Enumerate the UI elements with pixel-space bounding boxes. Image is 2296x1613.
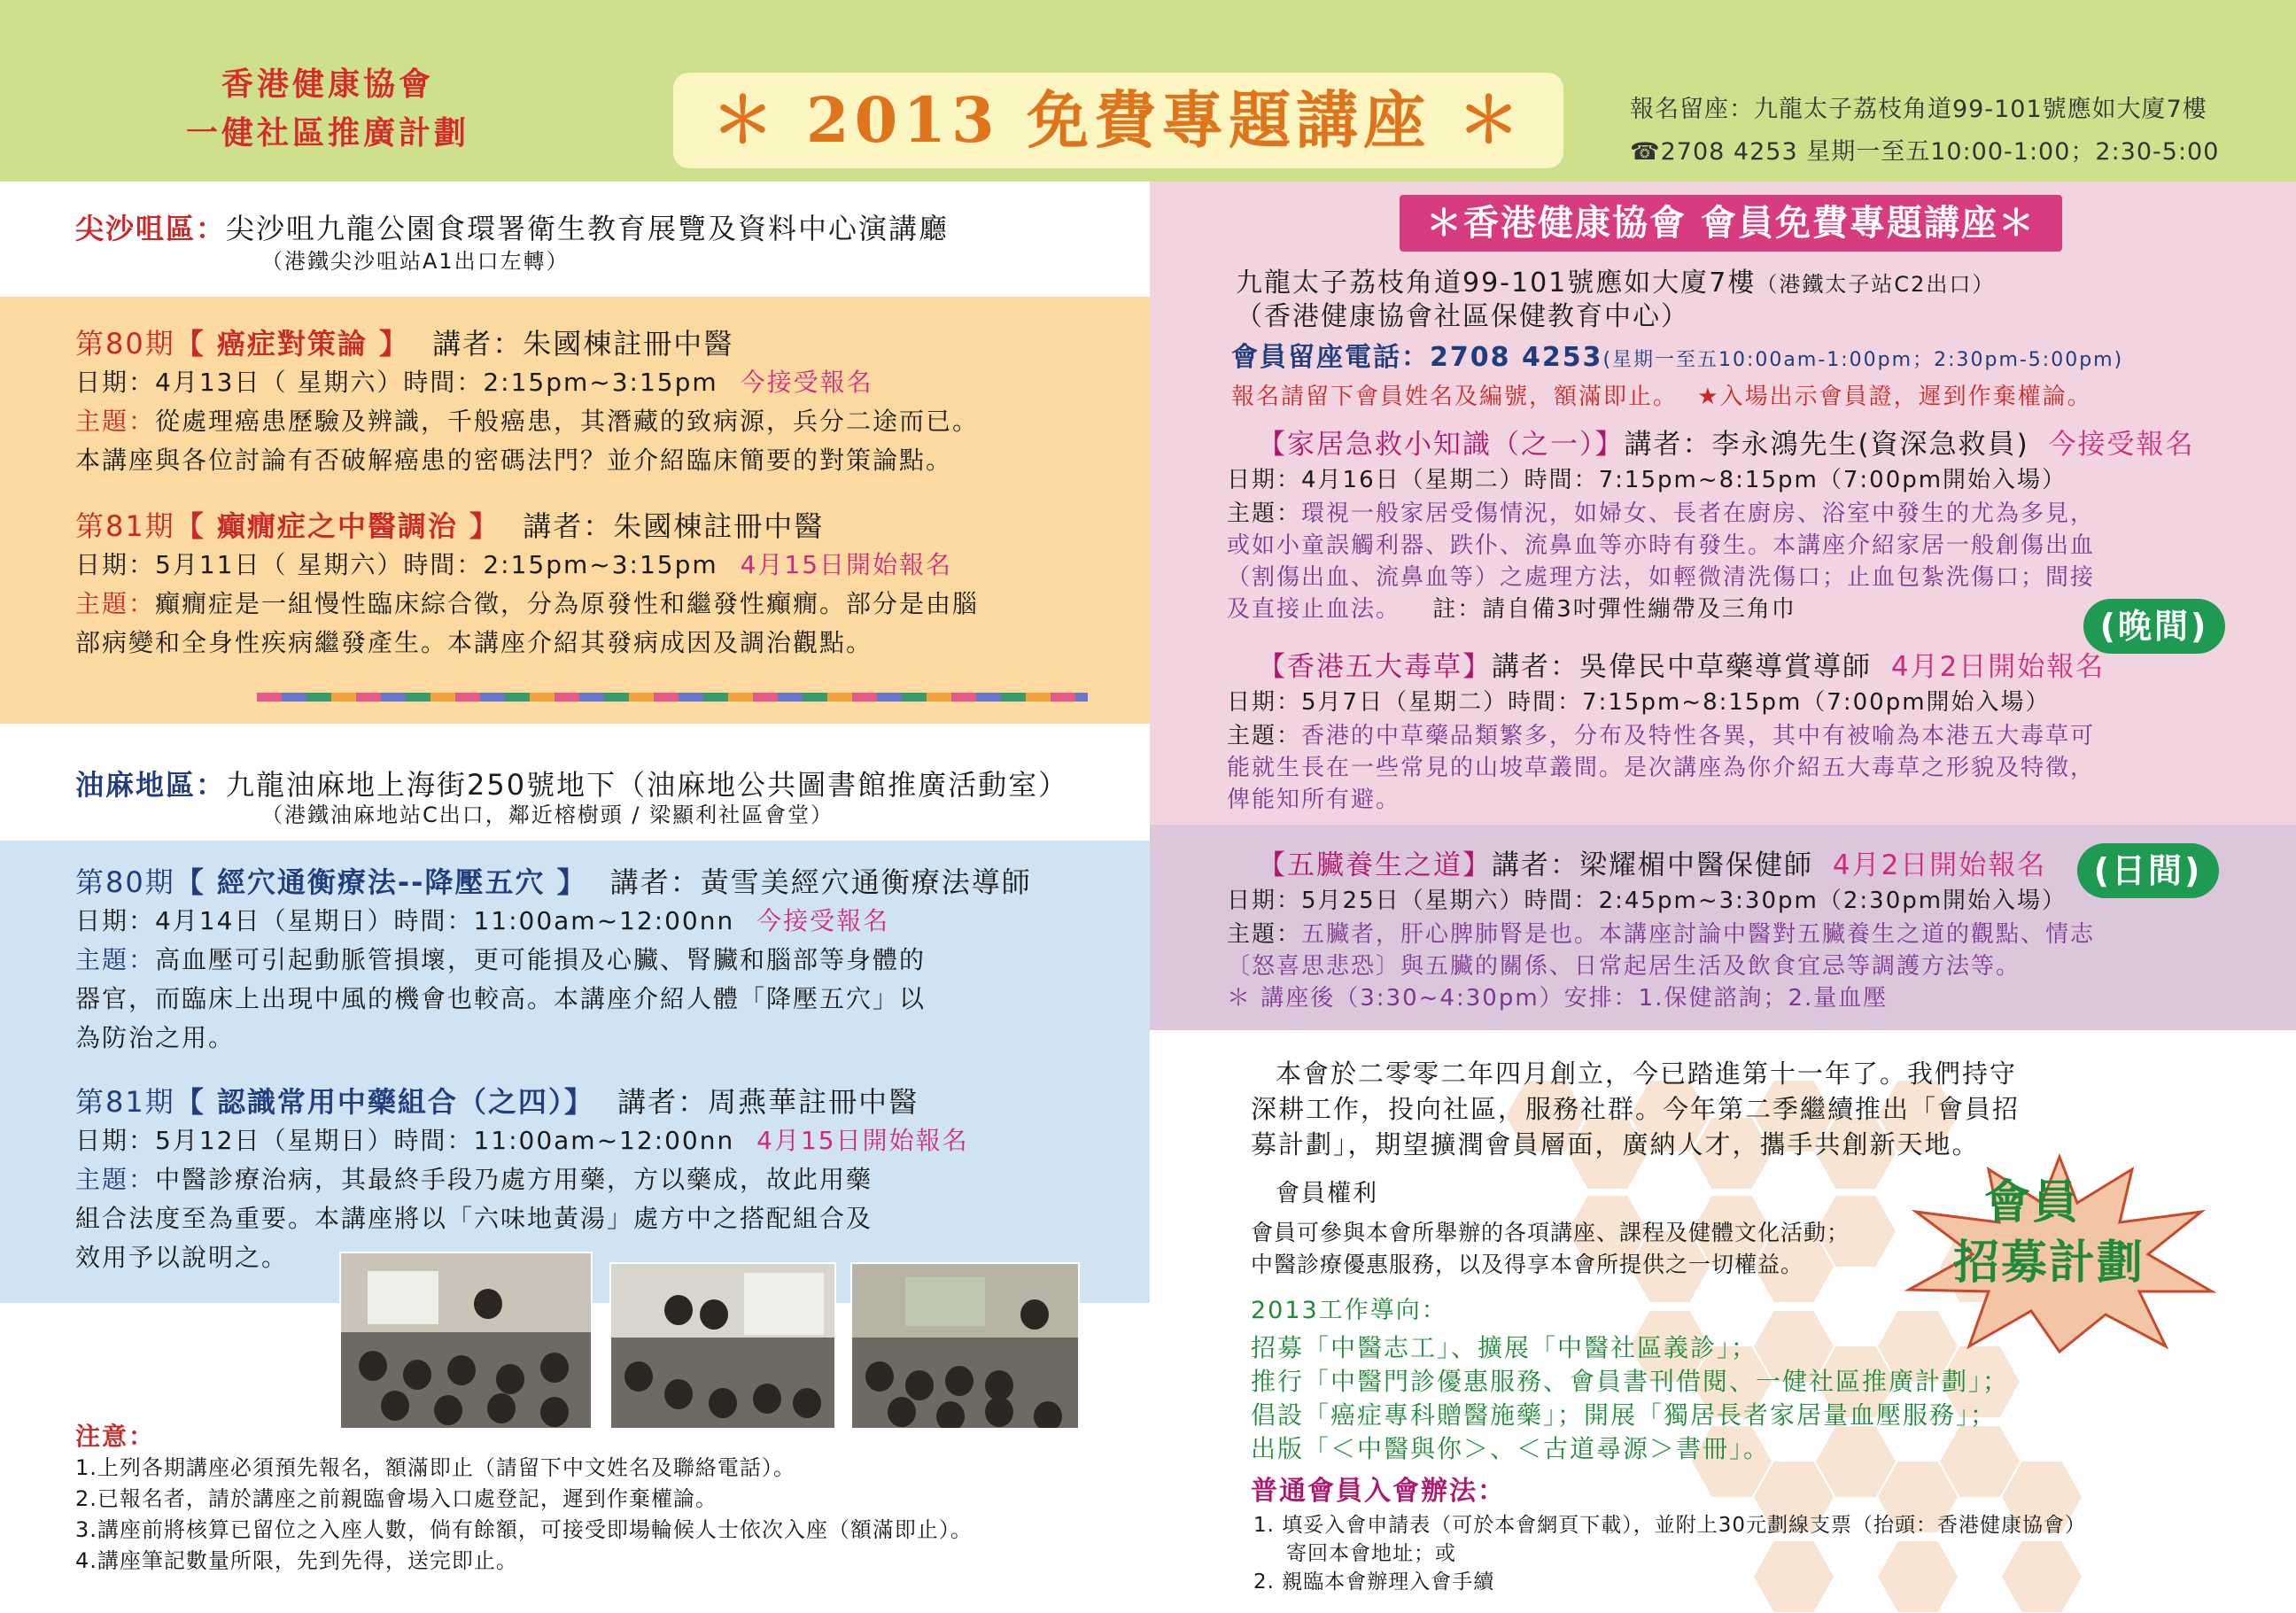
rights-line-2: 中醫診療優惠服務，以及得享本會所提供之一切權益。 (1251, 1252, 1804, 1277)
topic-text: 中醫診療治病，其最終手段乃處方用藥，方以藥成，故此用藥 (155, 1165, 873, 1194)
member-address: 九龍太子荔枝角道99-101號應如大廈7樓 (1236, 268, 1757, 299)
yau-transport: （港鐵油麻地站C出口，鄰近榕樹頭 / 梁顯利社區會堂） (261, 803, 834, 827)
join-step-1: 1. 填妥入會申請表（可於本會網頁下載），並附上30元劃線支票（抬頭：香港健康協會） (1253, 1514, 2087, 1537)
registration-info (1630, 89, 2285, 174)
member-notice-b: ★入場出示會員證，遲到作棄權論。 (1697, 384, 2092, 410)
direction-item: 出版「＜中醫與你＞、＜古道尋源＞書冊」。 (1251, 1434, 1771, 1463)
member-lecture-1-topic-1 (1227, 496, 2095, 531)
member-lecture-3-topic-2: 〔怒喜思悲恐〕與五臟的關係、日常起居生活及飲食宜忌等調護方法等。 (1227, 953, 2021, 980)
member-phone-line (1231, 340, 2123, 378)
topic-label: 主題： (75, 1165, 156, 1194)
member-lecture-1-topic-4 (1227, 592, 1796, 627)
lecture-date: 日期：5月11日（ 星期六）時間：2:15pm~3:15pm (75, 550, 718, 579)
yau-lecture-81-topic-2: 組合法度至為重要。本講座將以「六味地黃湯」處方中之搭配組合及 (75, 1204, 873, 1233)
join-step-2: 2. 親臨本會辦理入會手續 (1253, 1570, 1495, 1594)
tsim-venue-line (75, 211, 949, 246)
lecture-title: 【家居急救小知識（之一）】 (1258, 429, 1625, 461)
member-lecture-1-header (1258, 427, 2195, 462)
lecture-period: 第80期 (75, 327, 175, 361)
note-item: 3.講座前將核算已留位之入座人數，倘有餘額，可接受即場輪候人士依次入座（額滿即止）。 (75, 1517, 973, 1542)
lecture-title: 【 認識常用中藥組合（之四）】 (175, 1085, 594, 1119)
lecture-status: 4月15日開始報名 (756, 1126, 969, 1155)
tsim-venue: 尖沙咀九龍公園食環署衛生教育展覽及資料中心演講廳 (226, 212, 950, 245)
yau-lecture-81-date-line (75, 1123, 969, 1159)
tsim-lecture-81-topic-1 (75, 586, 979, 622)
direction-item: 招募「中醫志工」、擴展「中醫社區義診」； (1251, 1333, 1758, 1362)
lecture-status: 4月15日開始報名 (740, 550, 953, 579)
note-item: 2.已報名者，請於講座之前親臨會場入口處登記，遲到作棄權論。 (75, 1486, 718, 1511)
lecture-speaker: 講者：李永鴻先生(資深急救員) (1624, 429, 2029, 461)
topic-label: 主題： (75, 589, 156, 618)
lecture-title: 【五臟養生之道】 (1258, 849, 1492, 881)
member-center: （香港健康協會社區保健教育中心） (1236, 301, 1689, 332)
member-phone: 會員留座電話：2708 4253 (1231, 342, 1603, 373)
lecture-status: 4月2日開始報名 (1832, 849, 2047, 881)
topic-text: 及直接止血法。 (1227, 596, 1401, 623)
topic-text: 環視一般家居受傷情況，如婦女、長者在廚房、浴室中發生的尤為多見， (1301, 500, 2096, 527)
tsim-district-label: 尖沙咀區： (75, 212, 227, 245)
member-lecture-2-topic-2: 能就生長在一些常見的山坡草叢間。是次講座為你介紹五大毒草之形貌及特徵， (1227, 755, 2096, 781)
lecture-period: 第81期 (75, 1085, 175, 1119)
lecture-title: 【 癲癇症之中醫調治 】 (175, 509, 500, 543)
note-item: 4.講座筆記數量所限，先到先得，送完即止。 (75, 1548, 518, 1573)
yau-lecture-80-topic-1 (75, 942, 926, 978)
member-notice-a: 報名請留下會員姓名及編號，額滿即止。 (1231, 384, 1679, 410)
yau-lecture-81-header (75, 1084, 919, 1120)
decorative-stripe (257, 693, 1088, 702)
evening-badge: (晚間) (2083, 599, 2225, 654)
join-step-1b: 寄回本會地址；或 (1286, 1542, 1456, 1565)
join-heading: 普通會員入會辦法： (1251, 1476, 1506, 1507)
lecture-photo (850, 1262, 1080, 1430)
lecture-date: 日期：5月12日（星期日）時間：11:00am~12:00nn (75, 1126, 735, 1155)
yau-lecture-81-topic-1 (75, 1162, 873, 1198)
lecture-status: 今接受報名 (740, 368, 873, 397)
topic-label: 主題： (75, 945, 156, 974)
organization-name (142, 60, 514, 158)
lecture-speaker: 講者：朱國棟註冊中醫 (523, 509, 825, 543)
member-lecture-2-topic-3: 俾能知所有避。 (1227, 787, 1401, 813)
topic-text: 高血壓可引起動脈管損壞，更可能損及心臟、腎臟和腦部等身體的 (155, 945, 927, 974)
org-line-1: 香港健康協會 (221, 66, 434, 103)
lecture-title: 【 經穴通衡療法--降壓五穴 】 (175, 865, 587, 899)
member-lecture-3-topic-1 (1227, 917, 2095, 952)
tsim-lecture-80-topic-2: 本講座與各位討論有否破解癌患的密碼法門？並介紹臨床簡要的對策論點。 (75, 446, 953, 475)
member-lecture-2-header (1258, 649, 2105, 685)
tsim-lecture-81-header (75, 508, 824, 544)
topic-note: 註：請自備3吋彈性繃帶及三角巾 (1432, 596, 1796, 623)
registration-address: 報名留座：九龍太子荔枝角道99-101號應如大廈7樓 (1630, 96, 2207, 123)
topic-label: 主題： (75, 407, 156, 436)
notes-heading: 注意： (75, 1422, 156, 1451)
topic-label: 主題： (1227, 723, 1302, 749)
topic-text: 香港的中草藥品類繁多，分布及特性各異，其中有被喻為本港五大毒草可 (1301, 723, 2096, 749)
lecture-title: 【 癌症對策論 】 (175, 327, 410, 361)
topic-label: 主題： (1227, 500, 1302, 527)
topic-text: 從處理癌患歷驗及辨識，千般癌患，其潛藏的致病源，兵分二途而已。 (155, 407, 980, 436)
starburst-line-1: 會員 (1984, 1176, 2081, 1229)
lecture-speaker: 講者：黃雪美經穴通衡療法導師 (609, 865, 1032, 899)
tsim-lecture-81-date-line (75, 547, 952, 583)
lecture-status: 今接受報名 (756, 906, 890, 935)
member-lecture-3-header (1258, 848, 2046, 883)
member-lectures-title: ＊香港健康協會 會員免費專題講座＊ (1400, 195, 2062, 252)
recruit-intro-2: 深耕工作，投向社區，服務社群。今年第二季繼續推出「會員招 (1251, 1094, 2021, 1124)
recruit-intro-3: 募計劃」，期望擴潤會員層面，廣納人才，攜手共創新天地。 (1251, 1129, 1980, 1159)
lecture-title: 【香港五大毒草】 (1258, 651, 1492, 683)
page-title: ＊ 2013 免費專題講座 ＊ (673, 73, 1563, 168)
member-address-note: （港鐵太子站C2出口） (1756, 272, 1996, 297)
lecture-speaker: 講者：朱國棟註冊中醫 (432, 327, 734, 361)
topic-label: 主題： (1227, 921, 1302, 948)
member-lecture-2-topic-1 (1227, 718, 2095, 754)
lecture-date: 日期：4月14日（星期日）時間：11:00am~12:00nn (75, 906, 735, 935)
member-lecture-1-topic-2: 或如小童誤觸利器、跌仆、流鼻血等亦時有發生。本講座介紹家居一般創傷出血 (1227, 532, 2096, 559)
tsim-lecture-80-date-line (75, 365, 873, 400)
lecture-status: 今接受報名 (2048, 429, 2195, 461)
member-address-line (1236, 266, 1995, 302)
lecture-period: 第81期 (75, 509, 175, 543)
day-badge: (日間) (2077, 843, 2219, 898)
member-recruit-starburst (1900, 1150, 2219, 1353)
directions-heading: 2013工作導向： (1251, 1297, 1447, 1324)
registration-phone: ☎2708 4253 星期一至五10:00-1:00；2:30-5:00 (1630, 138, 2220, 166)
yau-lecture-80-topic-3: 為防治之用。 (75, 1023, 236, 1052)
tsim-lecture-80-header (75, 326, 733, 361)
direction-item: 推行「中醫門診優惠服務、會員書刊借閱、一健社區推廣計劃」； (1251, 1367, 2010, 1396)
yau-lecture-81-topic-3: 效用予以說明之。 (75, 1243, 289, 1272)
tsim-lecture-81-topic-2: 部病變和全身性疾病繼發產生。本講座介紹其發病成因及調治觀點。 (75, 628, 873, 657)
tsim-lecture-80-topic-1 (75, 404, 979, 439)
yau-lecture-80-date-line (75, 903, 889, 939)
lecture-speaker: 講者：周燕華註冊中醫 (617, 1085, 919, 1119)
member-lecture-1-topic-3: （割傷出血、流鼻血等）之處理方法，如輕微清洗傷口；止血包紮洗傷口；間接 (1227, 564, 2096, 591)
lecture-speaker: 講者：吳偉民中草藥導賞導師 (1492, 651, 1872, 683)
rights-heading: 會員權利 (1276, 1180, 1378, 1207)
note-item: 1.上列各期講座必須預先報名，額滿即止（請留下中文姓名及聯絡電話）。 (75, 1455, 795, 1480)
org-line-2: 一健社區推廣計劃 (185, 115, 469, 151)
yau-lecture-80-header (75, 865, 1032, 900)
yau-venue: 九龍油麻地上海街250號地下（油麻地公共圖書館推廣活動室） (226, 768, 1069, 802)
lecture-date: 日期：4月13日（ 星期六）時間：2:15pm~3:15pm (75, 368, 718, 397)
member-phone-hours: (星期一至五10:00am-1:00pm；2:30pm-5:00pm) (1602, 349, 2124, 371)
yau-lecture-80-topic-2: 器官，而臨床上出現中風的機會也較高。本講座介紹人體「降壓五穴」以 (75, 984, 927, 1013)
tsim-transport: （港鐵尖沙咀站A1出口左轉） (261, 249, 570, 274)
starburst-line-2: 招募計劃 (1953, 1237, 2145, 1290)
yau-district-label: 油麻地區： (75, 768, 227, 802)
lecture-period: 第80期 (75, 865, 175, 899)
lecture-speaker: 講者：梁耀楣中醫保健師 (1492, 849, 1813, 881)
topic-text: 五臟者，肝心脾肺腎是也。本講座討論中醫對五臟養生之道的觀點、情志 (1301, 921, 2096, 948)
topic-text: 癲癇症是一組慢性臨床綜合徵，分為原發性和繼發性癲癇。部分是由腦 (155, 589, 980, 618)
rights-line-1: 會員可參與本會所舉辦的各項講座、課程及健體文化活動； (1251, 1220, 1850, 1245)
direction-item: 倡設「癌症專科贈醫施藥」；開展「獨居長者家居量血壓服務」； (1251, 1400, 1997, 1430)
lecture-status: 4月2日開始報名 (1890, 651, 2106, 683)
recruit-intro-1: 本會於二零零二年四月創立，今已踏進第十一年了。我們持守 (1276, 1059, 2018, 1089)
member-lecture-3-topic-3: ＊ 講座後（3:30~4:30pm）安排：1.保健諮詢；2.量血壓 (1227, 985, 1889, 1012)
lecture-photo (339, 1252, 593, 1430)
lecture-date: 日期：5月7日（星期二）時間：7:15pm~8:15pm（7:00pm開始入場） (1227, 689, 2051, 716)
lecture-date: 日期：4月16日（星期二）時間：7:15pm~8:15pm（7:00pm開始入場） (1227, 467, 2067, 493)
lecture-photo (609, 1262, 836, 1430)
lecture-date: 日期：5月25日（星期六）時間：2:45pm~3:30pm（2:30pm開始入場） (1227, 888, 2067, 914)
member-notice-line (1231, 379, 2092, 415)
